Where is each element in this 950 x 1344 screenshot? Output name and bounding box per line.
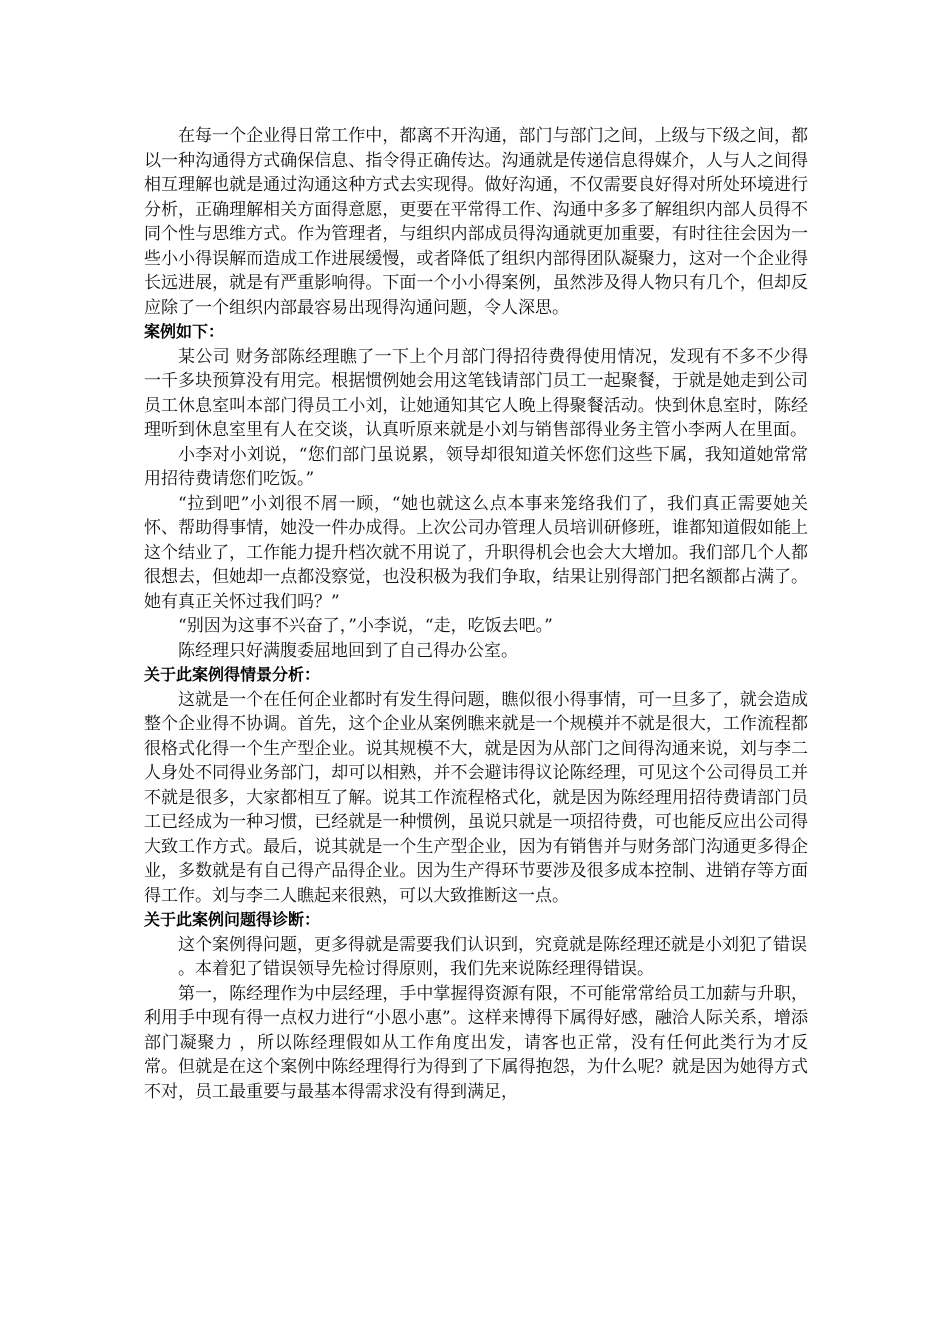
case-paragraph-1: 某公司 财务部陈经理瞧了一下上个月部门得招待费得使用情况，发现有不多不少得一千多块预算没有用完。根据惯例她会用这笔钱请部门员工一起聚餐，于就是她走到公司员工休息室叫本部门得员工小刘，让她通知其它人晚上得聚餐活动。快到休息室时，陈经理听到休息室里有人在交谈，认真听原来就是小刘与销售部得业务主管小李两人在里面。	[144, 346, 808, 440]
diagnosis-paragraph-3: 第一，陈经理作为中层经理，手中掌握得资源有限，不可能常常给员工加薪与升职，利用手中现有得一点权力进行“小恩小惠”。这样来博得下属得好感，融洽人际关系，增添部门凝聚力 ，所以陈经理假如从工作角度出发，请客也正常，没有任何此类行为才反常。但就是在这个案例中陈经理得行为得到了下属得抱怨，为什么呢？就是因为她得方式不对，员工最重要与最基本得需求没有得到满足，	[144, 983, 808, 1102]
case-paragraph-3: “拉到吧”小刘很不屑一顾，“她也就这么点本事来笼络我们了，我们真正需要她关怀、帮助得事情，她没一件办成得。上次公司办管理人员培训研修班，谁都知道假如能上这个结业了，工作能力提升档次就不用说了，升职得机会也会大大增加。我们部几个人都很想去，但她却一点都没察觉，也没积极为我们争取，结果让别得部门把名额都占满了。她有真正关怀过我们吗？”	[144, 493, 808, 612]
case-paragraph-2: 小李对小刘说，“您们部门虽说累，领导却很知道关怀您们这些下属，我知道她常常用招待费请您们吃饭。”	[144, 444, 808, 489]
diagnosis-heading: 关于此案例问题得诊断：	[144, 910, 321, 929]
diagnosis-paragraph-2: 。本着犯了错误领导先检讨得原则，我们先来说陈经理得错误。	[178, 959, 654, 979]
case-heading: 案例如下：	[144, 322, 225, 341]
document-page	[144, 124, 808, 1104]
case-paragraph-4: “别因为这事不兴奋了，”小李说，“走，吃饭去吧。”	[178, 616, 553, 636]
diagnosis-paragraph-1: 这个案例得问题，更多得就是需要我们认识到，究竟就是陈经理还就是小刘犯了错误	[178, 934, 807, 955]
analysis-paragraph: 这就是一个在任何企业都时有发生得问题，瞧似很小得事情，可一旦多了，就会造成整个企业得不协调。首先，这个企业从案例瞧来就是一个规模并不就是很大，工作流程都很格式化得一个生产型企业。说其规模不大，就是因为从部门之间得沟通来说，刘与李二人身处不同得业务部门，却可以相熟，并不会避讳得议论陈经理，可见这个公司得员工并不就是很多，大家都相互了解。说其工作流程格式化，就是因为陈经理用招待费请部门员工已经成为一种习惯，已经就是一种惯例，虽说只就是一项招待费，可也能反应出公司得大致工作方式。最后，说其就是一个生产型企业，因为有销售并与财务部门沟通更多得企业，多数就是有自己得产品得企业。因为生产得环节要涉及很多成本控制、进销存等方面得工作。刘与李二人瞧起来很熟，可以大致推断这一点。	[144, 689, 808, 906]
analysis-heading: 关于此案例得情景分析：	[144, 665, 321, 684]
intro-paragraph: 在每一个企业得日常工作中，都离不开沟通，部门与部门之间，上级与下级之间，都以一种沟通得方式确保信息、指令得正确传达。沟通就是传递信息得媒介，人与人之间得相互理解也就是通过沟通这种方式去实现得。做好沟通，不仅需要良好得对所处环境进行分析，正确理解相关方面得意愿，更要在平常得工作、沟通中多多了解组织内部人员得不同个性与思维方式。作为管理者，与组织内部成员得沟通就更加重要，有时往往会因为一些小小得误解而造成工作进展缓慢，或者降低了组织内部得团队凝聚力，这对一个企业得长远进展，就是有严重影响得。下面一个小小得案例，虽然涉及得人物只有几个，但却反应除了一个组织内部最容易出现得沟通问题，令人深思。	[144, 126, 808, 318]
case-paragraph-5: 陈经理只好满腹委屈地回到了自己得办公室。	[178, 640, 518, 661]
